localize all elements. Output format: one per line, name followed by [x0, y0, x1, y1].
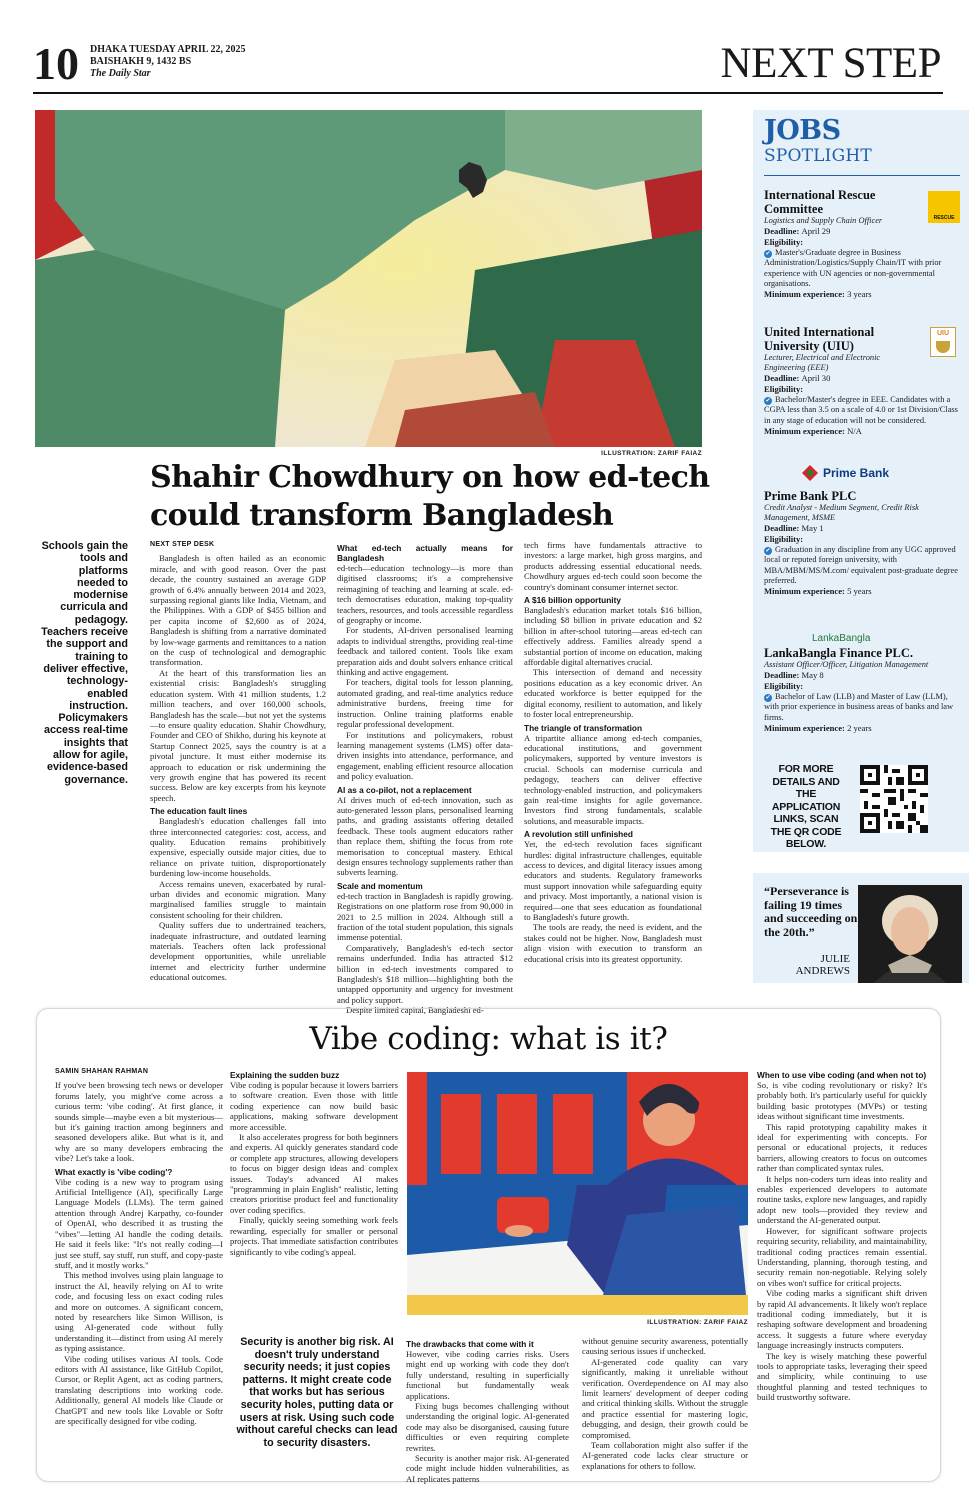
subhead: AI as a co-pilot, not a replacement [337, 784, 472, 795]
paragraph: At the heart of this transformation lies an existential crisis: Bangladesh's struggling education system. With 41 million students, 1.2 million teachers, and over 160,000 schools, Bangladesh has the scale—but not yet the systems—to ensure quality education. Shahir Chowdhury, Founder and CEO of Shikho, during his keynote at Startup Connect 2025, says the country is at a pivotal juncture. It must either modernise its approach to education or risk undermining the very growth engine that has powered its recent success. Below are key excerpts from his keynote speech. [150, 667, 326, 803]
deadline-value: April 30 [801, 373, 831, 383]
vibe-col1-body [55, 1080, 223, 1426]
uiu-logo-text: UIU [936, 330, 950, 337]
subhead: Scale and momentum [337, 880, 423, 891]
paragraph: However, vibe coding carries risks. Users might end up working with code they don't fully understand, resulting in superficially functional but fundamentally weak applications. [406, 1349, 569, 1401]
job-listing-irc [764, 188, 960, 300]
lead-headline-line-2: could transform Bangladesh [150, 498, 614, 533]
eligibility-label: Eligibility: [764, 534, 804, 544]
portrait-image [858, 885, 962, 983]
paragraph: Team collaboration might also suffer if the AI-generated code lacks clear structure or explanations for others to follow. [582, 1440, 748, 1471]
job-experience [764, 723, 960, 734]
job-eligibility [764, 248, 960, 289]
subhead: Explaining the sudden buzz [230, 1070, 340, 1080]
paragraph: For institutions and policymakers, robust learning management systems (LMS) offer data-driven insights into attendance, performance, and engagement, enabling efficient resource allocation and policy evaluation. [337, 729, 513, 782]
deadline-label: Deadline: [764, 670, 800, 680]
eligibility-label: Eligibility: [764, 681, 804, 691]
paragraph: AI-generated code quality can vary significantly, making it unreliable without verification. Overdependence on AI may also limit learners' development of deeper coding and critical thinking skills. Without the struggle and practice essential for mastering logic, debugging, and design, their growth could be compromised. [582, 1356, 748, 1440]
paragraph: Quality suffers due to undertrained teachers, inadequate infrastructure, and outdated learning materials. Teachers often lack professional development opportunities, while unreliable internet and electricity further undermine educational outcomes. [150, 920, 326, 983]
jobs-title: JOBS [764, 115, 841, 146]
eligibility-label: Eligibility: [764, 237, 804, 247]
job-role: Assistant Officer/Officer, Litigation Management [764, 660, 929, 669]
paragraph: This method involves using plain language to instruct the AI, heavily relying on AI to write code, and focusing less on exact coding rules and more on outcomes. A significant concern, noted by researchers like Simon Willison, is using AI-generated code without fully understanding it—distinct from using AI merely as typing assistance. [55, 1270, 223, 1354]
dateline-block [90, 44, 246, 80]
lead-pull-quote: Schools gain the tools and platforms needed to modernise curricula and pedagogy. Teachers receive the support and training to deliver effective, technology-enabled instruction. Policymakers access real-time insights that allow for agile, evidence-based governance. [41, 540, 128, 786]
subhead: The education fault lines [150, 806, 248, 817]
check-icon: ✔ [765, 695, 771, 701]
paragraph: ed-tech traction in Bangladesh is rapidly growing. Registrations on one platform rose from 90,000 in 2021 to 2.5 million in 2024. Although still a fraction of the total student population, this signals immense potential. [337, 890, 513, 943]
subhead: A $16 billion opportunity [524, 595, 621, 606]
job-eligibility [764, 545, 960, 586]
experience-label: Minimum experience: [764, 722, 845, 733]
vibe-headline: Vibe coding: what is it? [309, 1021, 668, 1057]
paragraph: Security is another major risk. AI-generated code might include hidden vulnerabilities, as AI replicates patterns [406, 1453, 569, 1484]
paragraph: Vibe coding utilises various AI tools. Code editors with AI assistance, like GitHub Copilot, Cursor, or Replit Agent, act as coding partners, translating descriptions into working code. Additionally, general AI models like Claude or ChatGPT and new tools like Lovable or Softr are specifically designed for vibe coding. [55, 1353, 223, 1426]
paragraph: A tripartite alliance among ed-tech companies, educational institutions, and government policymakers, supported by venture investors is crucial. Schools can modernise curricula and pedagogy, teachers can deliver effective technology-enabled instruction, and policymakers gain real-time insights for agile governance. Investors find strong fundamentals, scalable solutions, and measurable impacts. [524, 732, 702, 826]
job-deadline [764, 670, 960, 681]
deadline-label: Deadline: [764, 226, 800, 236]
paragraph: This rapid prototyping capability makes it ideal for experimenting with concepts. For personal or educational projects, it reduces barriers, allowing creators to focus on outcomes rather than complicated syntax rules. [757, 1121, 927, 1174]
paragraph: Bangladesh's education challenges fall into three interconnected categories: cost, access, and quality. Education remains prohibitively expensive, especially outside major cities, due to reliance on private tuition, disproportionately burdening low-income households. [150, 816, 326, 879]
prime-bank-icon [802, 465, 818, 481]
subhead: When to use vibe coding (and when not to) [757, 1070, 927, 1080]
paragraph: It helps non-coders turn ideas into reality and enables experienced developers to automate routine tasks, explore new languages, and rapidly adopt new tools—provided they review and understand the AI-generated output. [757, 1173, 927, 1226]
paragraph: Finally, quickly seeing something work feels rewarding, especially for smaller or personal projects. That immediate satisfaction contributes significantly to vibe coding's appeal. [230, 1215, 398, 1257]
paragraph: This intersection of demand and necessity positions education as a key economic driver. An educated workforce is better equipped for the digital economy, resilient to automation, and likely to foster local entrepreneurship. [524, 667, 702, 720]
lead-column-3 [524, 540, 702, 964]
eligibility-value: Bachelor of Law (LLB) and Master of Law (LLM), with prior experience in business areas of banks and law firms. [764, 692, 954, 722]
prime-bank-logo-text: Prime Bank [823, 466, 890, 480]
paragraph: Access remains uneven, exacerbated by rural-urban divides and economic migration. Many marginalised families struggle to maintain consistent schooling for their children. [150, 878, 326, 920]
experience-value: N/A [847, 425, 862, 436]
experience-label: Minimum experience: [764, 586, 845, 597]
paragraph: without genuine security awareness, potentially causing serious issues if unchecked. [582, 1336, 748, 1357]
experience-label: Minimum experience: [764, 425, 845, 436]
paragraph: Comparatively, Bangladesh's ed-tech sector remains underfunded. India has attracted $12 billion in ed-tech investments compared to Bangladesh's $18 million—highlighting both the untapped opportunity and urgency for investment and policy support. [337, 942, 513, 1005]
paragraph: For students, AI-driven personalised learning adapts to individual strengths, providing real-time feedback and tailored content. Tools like exam preparation aids and doubt solvers enhance critical thinking and active engagement. [337, 625, 513, 678]
quote-author [764, 953, 850, 977]
experience-value: 5 years [847, 586, 872, 597]
paragraph: It also accelerates progress for both beginners and experts. AI quickly generates standard code or complete app structures, allowing developers to focus on bigger design ideas and complex issues. Today's advanced AI makes "programming in plain English" realistic, letting creators prioritise product feel and functionality over coding specifics. [230, 1132, 398, 1215]
job-org: LankaBangla Finance PLC. [764, 646, 913, 660]
paragraph: Vibe coding is a new way to program using Artificial Intelligence (AI), specifically Large Language Models (LLMs). The term gained attention through Andrej Karpathy, co-founder of OpenAI, who described it as trusting the "vibes"—letting AI handle the coding details. He said it feels like: "It's not really coding—I just see stuff, say stuff, run stuff, and copy-paste stuff, and it mostly works." [55, 1176, 223, 1270]
qr-instruction: FOR MORE DETAILS AND THE APPLICATION LINKS, SCAN THE QR CODE BELOW. [770, 763, 842, 850]
quote-author-last: ANDREWS [795, 965, 850, 977]
vibe-column-4 [582, 1336, 748, 1471]
qr-code[interactable] [860, 765, 928, 833]
paragraph: Despite limited capital, Bangladeshi ed- [346, 1005, 484, 1016]
dateline: DHAKA TUESDAY APRIL 22, 2025 [90, 44, 246, 55]
job-org: United International University (UIU) [764, 325, 875, 353]
job-deadline [764, 373, 960, 384]
job-listing-uiu [764, 325, 960, 437]
masthead-rule [33, 92, 943, 94]
eligibility-value: Bachelor/Master's degree in EEE. Candidates with a CGPA less than 3.5 on a scale of 4.0 or 1st Division/Class in any stage of education will not be considered. [764, 395, 958, 425]
author-portrait [858, 885, 962, 983]
job-listing-prime-bank [764, 489, 960, 597]
job-org: Prime Bank PLC [764, 489, 857, 503]
experience-label: Minimum experience: [764, 289, 845, 300]
paragraph: Vibe coding is popular because it lowers barriers to software creation. Even those with little coding experience can now build basic applications, making software development more accessible. [230, 1080, 398, 1132]
paper-name: The Daily Star [90, 68, 151, 79]
irc-logo [928, 191, 960, 223]
paragraph: However, for significant software projects requiring security, reliability, and maintainability, traditional coding practices remain essential. Understanding, planning, thorough testing, and security remain non-negotiable. Relying solely on vibes won't suffice for critical projects. [757, 1225, 927, 1288]
vibe-illustration-lower [407, 1185, 748, 1315]
paragraph: AI drives much of ed-tech innovation, such as auto-generated lesson plans, personalised learning paths, and grading assistants offering detailed feedback. These tools augment educators rather than replace them, shifting the focus from rote memorisation to conceptual mastery. Ethical design ensures technology supplements rather than subverts learning. [337, 794, 513, 878]
paragraph: Bangladesh's education market totals $16 billion, including $8 billion in private education and $2 billion in after-school tutoring—areas ed-tech can effectively address. Families already spend a substantial portion of income on education, making affordable digital alternatives crucial. [524, 605, 702, 668]
uiu-logo [930, 327, 956, 357]
subhead: The triangle of transformation [524, 722, 643, 733]
job-role: Lecturer, Electrical and Electronic Engineering (EEE) [764, 353, 881, 372]
deadline-label: Deadline: [764, 523, 800, 533]
subhead: What ed-tech actually means for Bangladesh [337, 543, 513, 563]
lead-column-1 [150, 540, 326, 983]
lead-illustration [35, 110, 702, 447]
prime-bank-logo [802, 465, 889, 481]
jobs-header-rule [764, 175, 960, 176]
deadline-value: May 8 [801, 670, 824, 680]
vibe-byline: SAMIN SHAHAN RAHMAN [55, 1068, 149, 1075]
vibe-illustration-credit: ILLUSTRATION: ZARIF FAIAZ [647, 1319, 748, 1326]
paragraph: The key is wisely matching these powerful tools to appropriate tasks, leveraging their speed and simplicity, while continuing to use thoughtful planning and tested techniques to build trustworthy software. [757, 1350, 927, 1403]
deadline-value: April 29 [801, 226, 831, 236]
job-deadline [764, 523, 960, 534]
qr-code-icon [860, 765, 928, 833]
lead-col1-body [150, 553, 326, 982]
job-role: Logistics and Supply Chain Officer [764, 216, 883, 225]
deadline-value: May 1 [801, 523, 824, 533]
lankabangla-logo [812, 626, 870, 645]
quote-author-first: JULIE [820, 953, 850, 965]
vibe-illustration [407, 1072, 748, 1185]
check-icon: ✔ [765, 398, 771, 404]
vibe-column-5 [757, 1067, 927, 1403]
experience-value: 2 years [847, 722, 872, 733]
lead-headline-line-1: Shahir Chowdhury on how ed-tech [150, 460, 710, 495]
daily-quote: “Perseverance is failing 19 times and succeeding on the 20th.” [764, 884, 858, 939]
jobs-sidebar-header [764, 116, 872, 166]
lead-column-2 [337, 540, 513, 1016]
job-role: Credit Analyst - Medium Segment, Credit Risk Management, MSME [764, 503, 919, 522]
subhead: A revolution still unfinished [524, 829, 633, 840]
vibe-illustration-art [407, 1072, 748, 1185]
paragraph: The tools are ready, the need is evident, and the stakes could not be higher. Now, Bangladesh must align vision with execution to transform an educational crisis into its greatest opportunity. [524, 922, 702, 964]
vibe-column-3 [406, 1336, 569, 1484]
eligibility-label: Eligibility: [764, 384, 804, 394]
paragraph: Vibe coding marks a significant shift driven by rapid AI advancements. It likely won't replace traditional coding immediately, but it is reshaping software development and broadening access. It suggests a future where everyday language increasingly instructs computers. [757, 1288, 927, 1351]
uiu-crest-icon [936, 341, 950, 353]
paragraph: So, is vibe coding revolutionary or risky? It's probably both. It's particularly useful for quickly building basic prototypes (MVPs) or testing ideas without significant time investments. [757, 1080, 927, 1122]
lankabangla-logo-text: LankaBangla [812, 633, 871, 644]
deadline-label: Deadline: [764, 373, 800, 383]
page-number: 10 [33, 38, 79, 89]
lead-byline: NEXT STEP DESK [150, 541, 215, 548]
paragraph: tech firms have fundamentals attractive to investors: a large market, high gross margins, and products addressing essential educational needs. Chowdhury argues ed-tech could soon become the country's dominant consumer internet sector. [524, 540, 702, 592]
check-icon: ✔ [765, 548, 771, 554]
job-listing-lankabangla [764, 646, 960, 734]
jobs-subtitle: SPOTLIGHT [764, 146, 872, 166]
section-title: NEXT STEP [720, 40, 941, 87]
illustration-art [35, 110, 702, 447]
job-experience [764, 586, 960, 597]
subhead: The drawbacks that come with it [406, 1339, 534, 1349]
job-experience [764, 426, 960, 437]
vibe-illustration-bottom [407, 1185, 748, 1315]
paragraph: For teachers, digital tools for lesson planning, automated grading, and real-time analytics reduce administrative burdens, freeing time for instruction. Online training platforms enable regular professional development. [337, 677, 513, 730]
job-eligibility [764, 692, 960, 723]
bangla-date: BAISHAKH 9, 1432 BS [90, 56, 192, 67]
lead-illustration-credit: ILLUSTRATION: ZARIF FAIAZ [601, 450, 702, 457]
subhead: What exactly is 'vibe coding'? [55, 1166, 173, 1177]
job-deadline [764, 226, 960, 237]
paragraph: ed-tech—education technology—is more than digitised classrooms; it's a comprehensive reimagining of teaching and learning at scale. ed-tech democratises education, making top-quality teachers, resources, and tools accessible regardless of geography or income. [337, 563, 513, 626]
job-experience [764, 289, 960, 300]
job-eligibility [764, 395, 960, 426]
paragraph: If you've been browsing tech news or developer forums lately, you might've come across a curious term: 'vibe coding'. At first glance, it sounds simple—maybe even a bit mysterious—but it's gaining traction among beginners and seasoned developers alike. But what is it, and why are so many developers embracing the vibe? Let's take a look. [55, 1080, 223, 1164]
eligibility-value: Graduation in any discipline from any UGC approved local or reputed foreign university, with MBA/MBM/MS/M.com/ equivalent post-graduate degree preferred. [764, 545, 958, 585]
lead-headline [150, 459, 710, 535]
vibe-pull-quote: Security is another big risk. AI doesn't truly understand security needs; it just copies patterns. It might create code that works but has serious security holes, putting data or users at risk. Using such code without careful checks can lead to security disasters. [236, 1336, 398, 1449]
check-icon: ✔ [765, 251, 771, 257]
experience-value: 3 years [847, 289, 872, 300]
vibe-column-2 [230, 1067, 398, 1257]
job-org: International Rescue Committee [764, 188, 876, 216]
vibe-column-1 [55, 1067, 223, 1426]
paragraph: Yet, the ed-tech revolution faces significant hurdles: digital infrastructure challenges, equitable access to devices, and digital literacy issues among educators and students. Regulatory frameworks must support innovation while safeguarding equity and privacy. Most importantly, a national vision is required—one that sees education as foundational to Bangladesh's future growth. [524, 839, 702, 922]
paragraph: Fixing bugs becomes challenging without understanding the original logic. AI-generated code may also be disorganised, causing future difficulties or even requiring complete rewrites. [406, 1401, 569, 1453]
eligibility-value: Master's/Graduate degree in Business Administration/Logistics/Supply Chain/IT with prior experience with UN agencies or non-governmental organisations. [764, 248, 942, 288]
irc-logo-text: RESCUE [933, 215, 955, 221]
paragraph: Bangladesh is often hailed as an economic miracle, and with good reason. Over the past decade, the country sustained an average GDP growth of 6.4% annually between 2014 and 2023, surpassing regional giants like India, Vietnam, and the Philippines. With a GDP of $455 billion and per capita income of $2,600 as of 2024, Bangladesh is shifting from a narrative dominated by low-wage garments and remittances to a nation on the cusp of technological and demographic transformation. [150, 553, 326, 668]
